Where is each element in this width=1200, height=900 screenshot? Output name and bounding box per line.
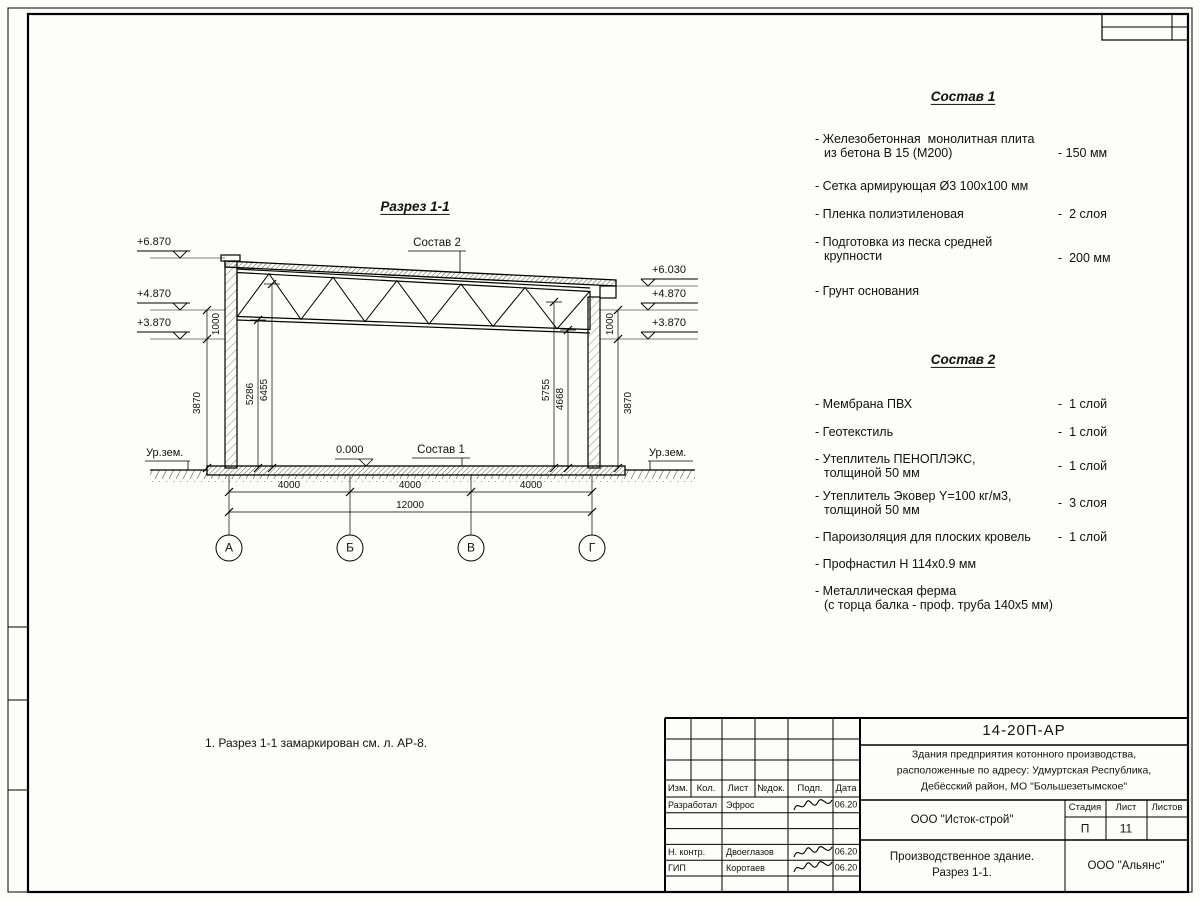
- titleblock-header-sheets: Листов: [1151, 802, 1183, 814]
- titleblock-header-data: Дата: [835, 783, 857, 795]
- titleblock-description-line1: Здания предприятия котонного производства,: [911, 748, 1137, 761]
- titleblock-header-sheet: Лист: [1115, 802, 1137, 814]
- section-title: Разрез 1-1: [380, 198, 450, 214]
- titleblock-sheet-value: 11: [1119, 821, 1133, 836]
- titleblock-object-line1: Производственное здание.: [889, 850, 1035, 863]
- elevation-left-1: +6.870: [137, 236, 171, 248]
- titleblock-row2-name: Двоеглазов: [726, 847, 774, 857]
- sostav1-item-4-line1: - Подготовка из песка средней: [815, 235, 993, 249]
- sostav1-item-4-value: - 200 мм: [1058, 251, 1111, 265]
- dim-span-3: 4000: [519, 479, 543, 491]
- titleblock-header-ndok: №док.: [757, 783, 785, 795]
- sostav2-item-1-line1: - Мембрана ПВХ: [815, 397, 913, 411]
- dim-span-1: 4000: [277, 479, 301, 491]
- sostav1-item-1-value: - 150 мм: [1058, 146, 1108, 160]
- sostav2-item-6-line1: - Профнастил Н 114х0.9 мм: [815, 557, 977, 571]
- dim-right-outer: 3870: [622, 391, 634, 415]
- elevation-right-2: +4.870: [652, 288, 686, 300]
- dim-total-span: 12000: [396, 499, 424, 511]
- titleblock-row3-role: ГИП: [668, 863, 686, 873]
- sostav1-item-3-line1: - Пленка полиэтиленовая: [815, 207, 964, 221]
- titleblock-header-list: Лист: [727, 783, 749, 795]
- dim-right-inner-1: 5755: [540, 378, 552, 402]
- titleblock-header-podp: Подп.: [797, 783, 823, 795]
- sostav2-item-3-line2: толщиной 50 мм: [824, 466, 920, 480]
- sostav2-item-4-value: - 3 слоя: [1058, 496, 1107, 510]
- sostav1-item-5-line1: - Грунт основания: [815, 284, 920, 298]
- elevation-right-3: +3.870: [652, 317, 686, 329]
- elevation-left-2: +4.870: [137, 288, 171, 300]
- axis-bubble-a: А: [224, 540, 234, 555]
- dim-left-inner-1: 5286: [244, 382, 256, 406]
- callout-roof-label: Состав 2: [413, 236, 461, 249]
- elevation-left-3: +3.870: [137, 317, 171, 329]
- sostav2-item-2-value: - 1 слой: [1058, 425, 1108, 439]
- titleblock-row1-date: 06.20: [834, 799, 858, 810]
- titleblock-organization2: ООО "Альянс": [1087, 859, 1165, 872]
- titleblock-header-kol: Кол.: [696, 783, 716, 795]
- sostav2-item-4-line2: толщиной 50 мм: [824, 503, 920, 517]
- sostav1-item-1-line1: - Железобетонная монолитная плита: [815, 132, 1035, 146]
- sostav2-item-7-line1: - Металлическая ферма: [815, 584, 957, 598]
- sostav2-item-3-value: - 1 слой: [1058, 459, 1108, 473]
- titleblock-description-line3: Дебёсский район, МО "Большезетымское": [920, 780, 1128, 793]
- titleblock-organization: ООО "Исток-строй": [910, 813, 1014, 826]
- sostav2-item-2-line1: - Геотекстиль: [815, 425, 894, 439]
- titleblock-header-stage: Стадия: [1068, 802, 1102, 814]
- sostav1-item-1-line2: из бетона В 15 (М200): [824, 146, 953, 160]
- signature-razrabotal: [794, 800, 832, 810]
- titleblock-row1-role: Разработал: [668, 800, 717, 810]
- dim-right-inner-2: 4668: [554, 387, 566, 411]
- signatures: [794, 800, 832, 872]
- dim-right-outer-upper: 1000: [604, 312, 616, 336]
- sostav2-item-1-value: - 1 слой: [1058, 397, 1108, 411]
- sostav2-item-5-value: - 1 слой: [1058, 530, 1108, 544]
- titleblock-document-code: 14-20П-АР: [982, 722, 1066, 740]
- sostav2-item-4-line1: - Утеплитель Эковер Y=100 кг/м3,: [815, 489, 1012, 503]
- ground-level-label-left: Ур.зем.: [146, 447, 184, 459]
- ground-level-label-right: Ур.зем.: [649, 447, 687, 459]
- sostav2-item-7-line2: (с торца балка - проф. труба 140х5 мм): [824, 598, 1053, 612]
- sheet-note: 1. Разрез 1-1 замаркирован см. л. АР-8.: [205, 736, 428, 750]
- elevation-right-1: +6.030: [652, 264, 686, 276]
- sostav2-item-5-line1: - Пароизоляция для плоских кровель: [815, 530, 1031, 544]
- titleblock-row2-date: 06.20: [834, 846, 858, 857]
- callout-floor-label: Состав 1: [417, 443, 465, 456]
- axis-circles: [216, 535, 605, 561]
- dim-span-2: 4000: [398, 479, 422, 491]
- sostav1-item-3-value: - 2 слоя: [1058, 207, 1107, 221]
- dim-left-outer: 3870: [191, 391, 203, 415]
- titleblock-row2-role: Н. контр.: [668, 847, 706, 857]
- titleblock-row3-date: 06.20: [834, 862, 858, 873]
- axis-bubble-b: Б: [346, 540, 354, 555]
- zero-level-mark: 0.000: [336, 444, 364, 456]
- signature-gip: [794, 862, 832, 872]
- dim-left-inner-2: 6455: [258, 378, 270, 402]
- titleblock-stage-value: П: [1080, 821, 1090, 836]
- axis-bubble-g: Г: [588, 540, 596, 555]
- sostav1-item-2-line1: - Сетка армирующая Ø3 100х100 мм: [815, 179, 1029, 193]
- axis-bubble-v: В: [466, 540, 476, 555]
- sostav2-title: Состав 2: [930, 351, 996, 367]
- sostav2-item-3-line1: - Утеплитель ПЕНОПЛЭКС,: [815, 452, 976, 466]
- sostav1-item-4-line2: крупности: [824, 249, 883, 263]
- sostav1-title: Состав 1: [930, 88, 996, 104]
- titleblock-row3-name: Коротаев: [726, 863, 765, 873]
- signature-nkontr: [794, 847, 832, 857]
- titleblock-description-line2: расположенные по адресу: Удмуртская Республика,: [896, 764, 1152, 777]
- titleblock-row1-name: Эфрос: [726, 800, 755, 810]
- dim-left-outer-upper: 1000: [210, 312, 222, 336]
- titleblock-object-line2: Разрез 1-1.: [932, 866, 992, 879]
- titleblock-header-izm: Изм.: [667, 783, 689, 795]
